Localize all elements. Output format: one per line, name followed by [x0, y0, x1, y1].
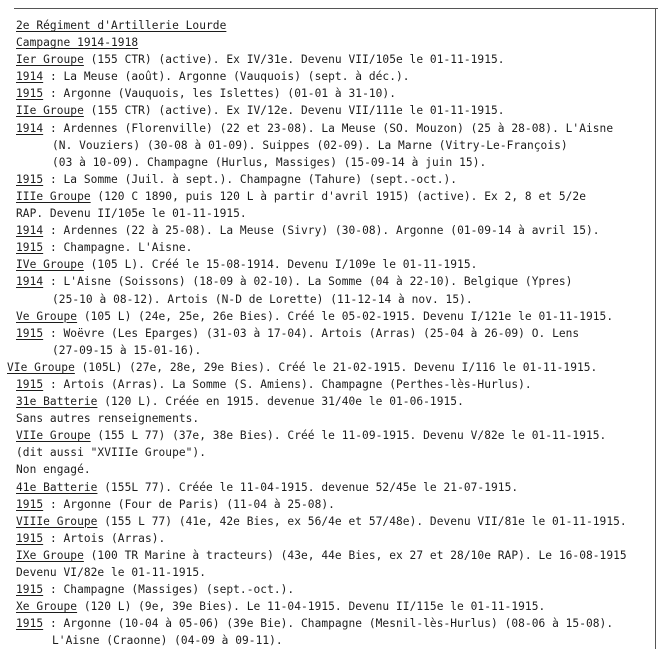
- document-text: [7, 17, 652, 649]
- year-label: 1914: [16, 275, 44, 289]
- year-description: : La Meuse (août). Argonne (Vauquois) (sept. à déc.).: [43, 70, 410, 84]
- continuation-text: L'Aisne (Craonne) (04-09 à 09-11).: [52, 634, 283, 648]
- year-label: 1915: [16, 617, 44, 631]
- group-label: IXe Groupe: [16, 548, 84, 562]
- note-text: Non engagé.: [16, 463, 91, 477]
- year-entry: [16, 68, 652, 85]
- year-label: 1915: [16, 377, 44, 391]
- group-label: VIIe Groupe: [16, 429, 91, 443]
- group-description: (155 CTR) (active). Ex IV/31e. Devenu VII/105e le 01-11-1915.: [83, 53, 505, 67]
- year-label: 1915: [16, 531, 44, 545]
- note-line: [16, 444, 652, 461]
- continuation-text: (27-09-15 à 15-01-16).: [52, 343, 202, 357]
- year-entry: [16, 171, 652, 188]
- continuation-text: (25-10 à 08-12). Artois (N-D de Lorette) (11-12-14 à nov. 15).: [52, 292, 473, 306]
- group-label: Ve Groupe: [16, 309, 78, 323]
- year-entry: [16, 581, 652, 598]
- note-text: (dit aussi "XVIIIe Groupe").: [16, 446, 206, 460]
- continuation-text: (03 à 10-09). Champagne (Hurlus, Massiges) (15-09-14 à juin 15).: [52, 155, 487, 169]
- year-label: 1914: [16, 121, 44, 135]
- continuation-line: [16, 342, 652, 359]
- regiment-title: [16, 17, 652, 34]
- year-description: : Artois (Arras). La Somme (S. Amiens). Champagne (Perthes-lès-Hurlus).: [43, 377, 532, 391]
- group-7-heading: [16, 427, 652, 444]
- campaign-heading-text: Campagne 1914-1918: [16, 36, 139, 50]
- continuation-line: [16, 564, 652, 581]
- continuation-line: [16, 137, 652, 154]
- battery-label: 31e Batterie: [16, 395, 98, 409]
- note-line: [16, 410, 652, 427]
- group-description: (105 L) (24e, 25e, 26e Bies). Créé le 05-02-1915. Devenu I/121e le 01-11-1915.: [77, 309, 614, 323]
- year-entry: [16, 530, 652, 547]
- group-label: Ier Groupe: [16, 53, 84, 67]
- group-2-heading: [16, 102, 652, 119]
- year-label: 1915: [16, 87, 44, 101]
- year-entry: [16, 325, 652, 342]
- campaign-heading: [16, 34, 652, 51]
- continuation-text: Devenu VI/82e le 01-11-1915.: [16, 566, 206, 579]
- group-9-heading: [16, 547, 652, 564]
- year-description: : Artois (Arras).: [43, 531, 166, 545]
- year-description: : Argonne (Vauquois, les Islettes) (01-01 à 31-10).: [43, 87, 396, 101]
- year-label: 1914: [16, 70, 44, 84]
- year-description: : Champagne. L'Aisne.: [43, 241, 193, 255]
- year-description: : La Somme (Juil. à sept.). Champagne (Tahure) (sept.-oct.).: [43, 172, 458, 186]
- group-description: (155 L 77) (37e, 38e Bies). Créé le 11-09-1915. Devenu V/82e le 01-11-1915.: [90, 429, 607, 443]
- year-entry: [16, 85, 652, 102]
- group-5-heading: [16, 308, 652, 325]
- year-entry: [16, 222, 652, 239]
- top-border-line: [14, 8, 658, 9]
- group-description: (155 CTR) (active). Ex IV/12e. Devenu VII/111e le 01-11-1915.: [83, 104, 505, 118]
- year-description: : Argonne (10-04 à 05-06) (39e Bie). Champagne (Mesnil-lès-Hurlus) (08-06 à 15-08).: [43, 617, 614, 631]
- year-entry: [16, 239, 652, 256]
- battery-label: 41e Batterie: [16, 480, 98, 494]
- group-label: VIe Groupe: [7, 360, 75, 374]
- year-label: 1915: [16, 172, 44, 186]
- group-4-heading: [16, 256, 652, 273]
- year-entry: [16, 273, 652, 290]
- group-label: Xe Groupe: [16, 600, 78, 614]
- group-label: IIIe Groupe: [16, 189, 91, 203]
- year-description: : Woëvre (Les Eparges) (31-03 à 17-04). Artois (Arras) (25-04 à 26-09) O. Lens: [43, 326, 580, 340]
- year-description: : L'Aisne (Soissons) (18-09 à 02-10). La Somme (04 à 22-10). Belgique (Ypres): [43, 275, 573, 289]
- continuation-text: RAP. Devenu II/105e le 01-11-1915.: [16, 207, 247, 221]
- group-description: (120 C 1890, puis 120 L à partir d'avril 1915) (active). Ex 2, 8 et 5/2e: [90, 189, 586, 203]
- battery-description: (120 L). Créée en 1915. devenue 31/40e le 01-06-1915.: [97, 395, 464, 409]
- group-label: IVe Groupe: [16, 258, 84, 272]
- year-description: : Champagne (Massiges) (sept.-oct.).: [43, 583, 295, 597]
- battery-41-heading: [16, 479, 652, 496]
- battery-31-heading: [16, 393, 652, 410]
- year-entry: [16, 615, 652, 632]
- year-entry: [16, 120, 652, 137]
- year-label: 1915: [16, 326, 44, 340]
- year-label: 1915: [16, 497, 44, 511]
- group-description: (100 TR Marine à tracteurs) (43e, 44e Bies, ex 27 et 28/10e RAP). Le 16-08-1915: [83, 548, 627, 562]
- group-description: (120 L) (9e, 39e Bies). Le 11-04-1915. Devenu II/115e le 01-11-1915.: [77, 600, 546, 614]
- group-description: (155 L 77) (41e, 42e Bies, ex 56/4e et 57/48e). Devenu VII/81e le 01-11-1915.: [97, 514, 627, 528]
- continuation-line: [16, 154, 652, 171]
- year-entry: [16, 496, 652, 513]
- right-border-line: [655, 8, 656, 649]
- continuation-line: [16, 632, 652, 649]
- continuation-line: [16, 291, 652, 308]
- group-1-heading: [16, 51, 652, 68]
- group-label: IIe Groupe: [16, 104, 84, 118]
- group-6-heading: [7, 359, 652, 376]
- continuation-line: [16, 205, 652, 222]
- group-3-heading: [16, 188, 652, 205]
- group-description: (105L) (27e, 28e, 29e Bies). Créé le 21-02-1915. Devenu I/116 le 01-11-1915.: [74, 360, 598, 374]
- battery-description: (155L 77). Créée le 11-04-1915. devenue 52/45e le 21-07-1915.: [97, 480, 519, 494]
- year-label: 1914: [16, 224, 44, 238]
- note-line: [16, 461, 652, 478]
- group-label: VIIIe Groupe: [16, 514, 98, 528]
- note-text: Sans autres renseignements.: [16, 412, 200, 426]
- group-10-heading: [16, 598, 652, 615]
- regiment-title-text: 2e Régiment d'Artillerie Lourde: [16, 19, 227, 32]
- group-description: (105 L). Créé le 15-08-1914. Devenu I/109e le 01-11-1915.: [83, 258, 478, 272]
- year-description: : Ardennes (Florenville) (22 et 23-08). La Meuse (SO. Mouzon) (25 à 28-08). L'Aisne: [43, 121, 614, 135]
- year-label: 1915: [16, 583, 44, 597]
- year-entry: [16, 376, 652, 393]
- group-8-heading: [16, 513, 652, 530]
- year-description: : Argonne (Four de Paris) (11-04 à 25-08).: [43, 497, 335, 511]
- continuation-text: (N. Vouziers) (30-08 à 01-09). Suippes (02-09). La Marne (Vitry-Le-François): [52, 138, 568, 152]
- year-label: 1915: [16, 241, 44, 255]
- year-description: : Ardennes (22 à 25-08). La Meuse (Sivry) (30-08). Argonne (01-09-14 à avril 15).: [43, 224, 600, 238]
